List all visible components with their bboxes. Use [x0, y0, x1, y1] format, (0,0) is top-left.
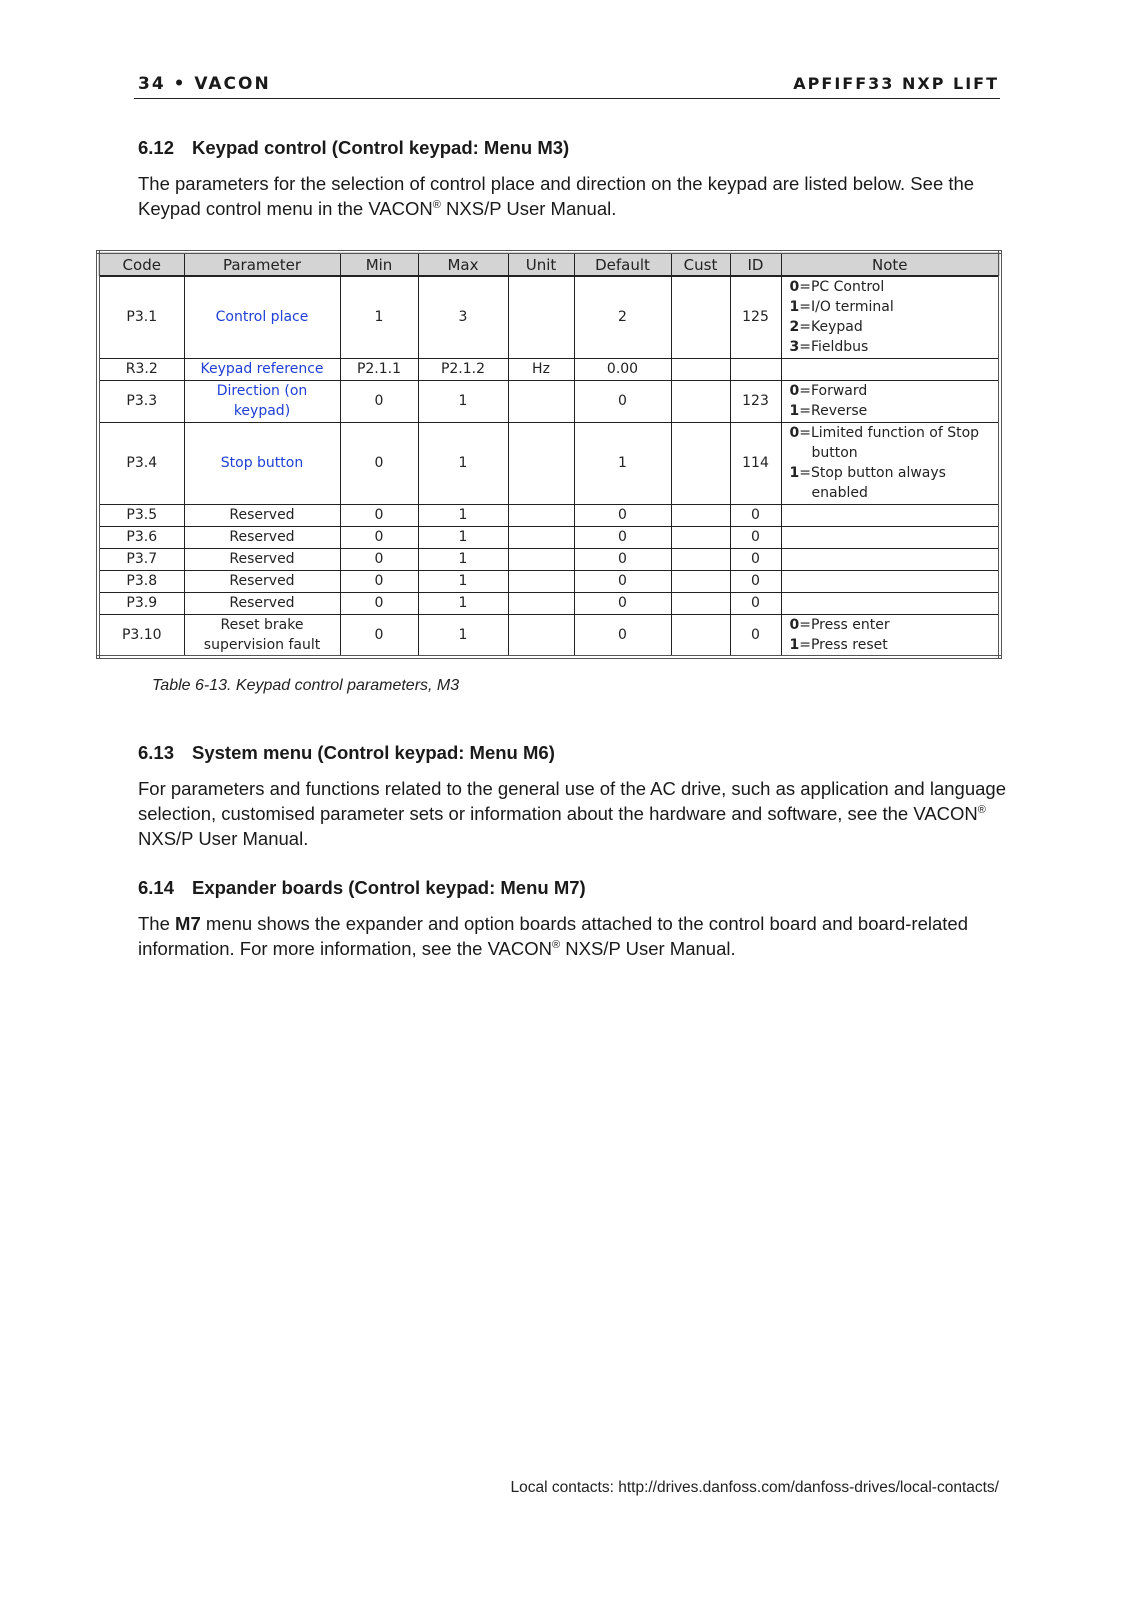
section-number: 6.12: [138, 137, 175, 158]
note-line: 1=Reverse: [789, 403, 868, 419]
note-line: 1=I/O terminal: [789, 299, 894, 316]
cell-max: 1: [418, 380, 508, 422]
table-row: [98, 276, 1000, 358]
column-header: Cust: [671, 252, 730, 276]
note-line: 3=Fieldbus: [789, 339, 869, 356]
section-heading-6-14: [138, 877, 586, 899]
table-body: [98, 276, 1000, 657]
table-row: [98, 422, 1000, 504]
table-row: [98, 504, 1000, 526]
cell-id: 0: [730, 614, 781, 657]
cell-note: [781, 570, 1000, 592]
note-line: enabled: [811, 485, 868, 501]
cell-cust: [671, 614, 730, 657]
cell-min: 0: [340, 592, 418, 614]
section-number: 6.13: [138, 742, 175, 763]
table-row: [98, 570, 1000, 592]
cell-param: Reserved: [184, 504, 340, 526]
section-6-13-paragraph: For parameters and functions related to the general use of the AC drive, such as application and language selection, customised parameter sets or information about the hardware and software, see the VACON® NXS/P User Manual.: [138, 778, 1006, 849]
table-row: [98, 592, 1000, 614]
cell-unit: [508, 276, 574, 358]
table-row: [98, 358, 1000, 380]
cell-max: 1: [418, 422, 508, 504]
cell-code: P3.4: [98, 422, 184, 504]
cell-note: [781, 422, 1000, 504]
cell-def: 0: [574, 380, 671, 422]
table-caption: Table 6-13. Keypad control parameters, M3: [152, 677, 460, 694]
section-heading-6-13: [138, 742, 555, 764]
column-header: Min: [340, 252, 418, 276]
cell-cust: [671, 422, 730, 504]
cell-def: 0: [574, 526, 671, 548]
column-header: Default: [574, 252, 671, 276]
cell-note: [781, 592, 1000, 614]
cell-def: 0: [574, 548, 671, 570]
cell-min: 0: [340, 614, 418, 657]
cell-param[interactable]: Control place: [184, 276, 340, 358]
column-header: Parameter: [184, 252, 340, 276]
cell-max: P2.1.2: [418, 358, 508, 380]
cell-param: Reserved: [184, 526, 340, 548]
cell-max: 1: [418, 592, 508, 614]
cell-code: P3.1: [98, 276, 184, 358]
cell-max: 1: [418, 614, 508, 657]
cell-cust: [671, 358, 730, 380]
cell-id: [730, 358, 781, 380]
cell-min: 0: [340, 504, 418, 526]
cell-unit: [508, 380, 574, 422]
section-heading-6-12: [138, 137, 569, 159]
section-title: System menu (Control keypad: Menu M6): [192, 742, 555, 763]
cell-unit: [508, 526, 574, 548]
cell-max: 1: [418, 570, 508, 592]
cell-param: Reserved: [184, 548, 340, 570]
cell-def: 0: [574, 504, 671, 526]
cell-def: 0: [574, 592, 671, 614]
cell-param: Reserved: [184, 592, 340, 614]
cell-max: 3: [418, 276, 508, 358]
cell-max: 1: [418, 526, 508, 548]
cell-code: P3.6: [98, 526, 184, 548]
cell-unit: [508, 422, 574, 504]
cell-note: [781, 504, 1000, 526]
column-header: Code: [98, 252, 184, 276]
cell-cust: [671, 592, 730, 614]
cell-max: 1: [418, 548, 508, 570]
cell-id: 123: [730, 380, 781, 422]
table-header-row: [98, 252, 1000, 276]
cell-cust: [671, 548, 730, 570]
cell-def: 0.00: [574, 358, 671, 380]
note-line: 2=Keypad: [789, 319, 863, 336]
cell-unit: Hz: [508, 358, 574, 380]
cell-id: 0: [730, 504, 781, 526]
cell-code: P3.3: [98, 380, 184, 422]
table-row: [98, 526, 1000, 548]
cell-unit: [508, 548, 574, 570]
keypad-control-parameters-table: [96, 250, 1002, 659]
cell-param[interactable]: Stop button: [184, 422, 340, 504]
cell-unit: [508, 570, 574, 592]
section-title: Expander boards (Control keypad: Menu M7): [192, 877, 586, 898]
cell-code: P3.9: [98, 592, 184, 614]
note-line: 0=PC Control: [789, 279, 885, 296]
table-row: [98, 548, 1000, 570]
cell-def: 0: [574, 614, 671, 657]
cell-max: 1: [418, 504, 508, 526]
cell-id: 0: [730, 592, 781, 614]
cell-param: Reserved: [184, 570, 340, 592]
column-header: Note: [781, 252, 1000, 276]
cell-cust: [671, 504, 730, 526]
cell-min: 0: [340, 548, 418, 570]
cell-min: 1: [340, 276, 418, 358]
column-header: Max: [418, 252, 508, 276]
table-row: [98, 614, 1000, 657]
page-header-left: 34 • VACON: [138, 74, 271, 94]
cell-param[interactable]: Keypad reference: [184, 358, 340, 380]
section-number: 6.14: [138, 877, 175, 898]
cell-cust: [671, 276, 730, 358]
cell-id: 0: [730, 570, 781, 592]
cell-id: 125: [730, 276, 781, 358]
cell-def: 1: [574, 422, 671, 504]
note-line: 0=Limited function of Stop: [789, 425, 980, 441]
cell-note: [781, 380, 1000, 422]
cell-def: 2: [574, 276, 671, 358]
note-line: 0=Press enter: [789, 616, 890, 633]
column-header: Unit: [508, 252, 574, 276]
cell-note: [781, 358, 1000, 380]
cell-id: 114: [730, 422, 781, 504]
cell-def: 0: [574, 570, 671, 592]
cell-code: P3.10: [98, 614, 184, 657]
note-line: 0=Forward: [789, 383, 868, 399]
cell-min: 0: [340, 570, 418, 592]
cell-note: [781, 548, 1000, 570]
note-line: 1=Press reset: [789, 636, 888, 653]
section-title: Keypad control (Control keypad: Menu M3): [192, 137, 570, 158]
cell-note: [781, 526, 1000, 548]
table-row: [98, 380, 1000, 422]
cell-cust: [671, 380, 730, 422]
cell-code: R3.2: [98, 358, 184, 380]
cell-min: P2.1.1: [340, 358, 418, 380]
cell-param: Reset brake supervision fault: [184, 614, 340, 657]
section-6-14-paragraph: The M7 menu shows the expander and option boards attached to the control board and board-related information. For more information, see the VACON® NXS/P User Manual.: [138, 913, 968, 959]
cell-id: 0: [730, 548, 781, 570]
cell-unit: [508, 614, 574, 657]
footer-local-contacts: Local contacts: http://drives.danfoss.com/danfoss-drives/local-contacts/: [510, 1479, 999, 1496]
cell-code: P3.5: [98, 504, 184, 526]
note-line: button: [811, 445, 858, 461]
cell-min: 0: [340, 380, 418, 422]
cell-code: P3.7: [98, 548, 184, 570]
cell-min: 0: [340, 526, 418, 548]
column-header: ID: [730, 252, 781, 276]
cell-code: P3.8: [98, 570, 184, 592]
cell-param[interactable]: Direction (on keypad): [184, 380, 340, 422]
note-line: 1=Stop button always: [789, 465, 946, 481]
cell-unit: [508, 592, 574, 614]
header-rule: [134, 98, 1000, 99]
cell-id: 0: [730, 526, 781, 548]
cell-note: [781, 276, 1000, 358]
cell-cust: [671, 526, 730, 548]
cell-cust: [671, 570, 730, 592]
section-6-12-paragraph: The parameters for the selection of control place and direction on the keypad are listed below. See the Keypad control menu in the VACON® NXS/P User Manual.: [138, 173, 975, 219]
cell-unit: [508, 504, 574, 526]
page-header-right: APFIFF33 NXP LIFT: [793, 74, 999, 93]
cell-note: [781, 614, 1000, 657]
cell-min: 0: [340, 422, 418, 504]
